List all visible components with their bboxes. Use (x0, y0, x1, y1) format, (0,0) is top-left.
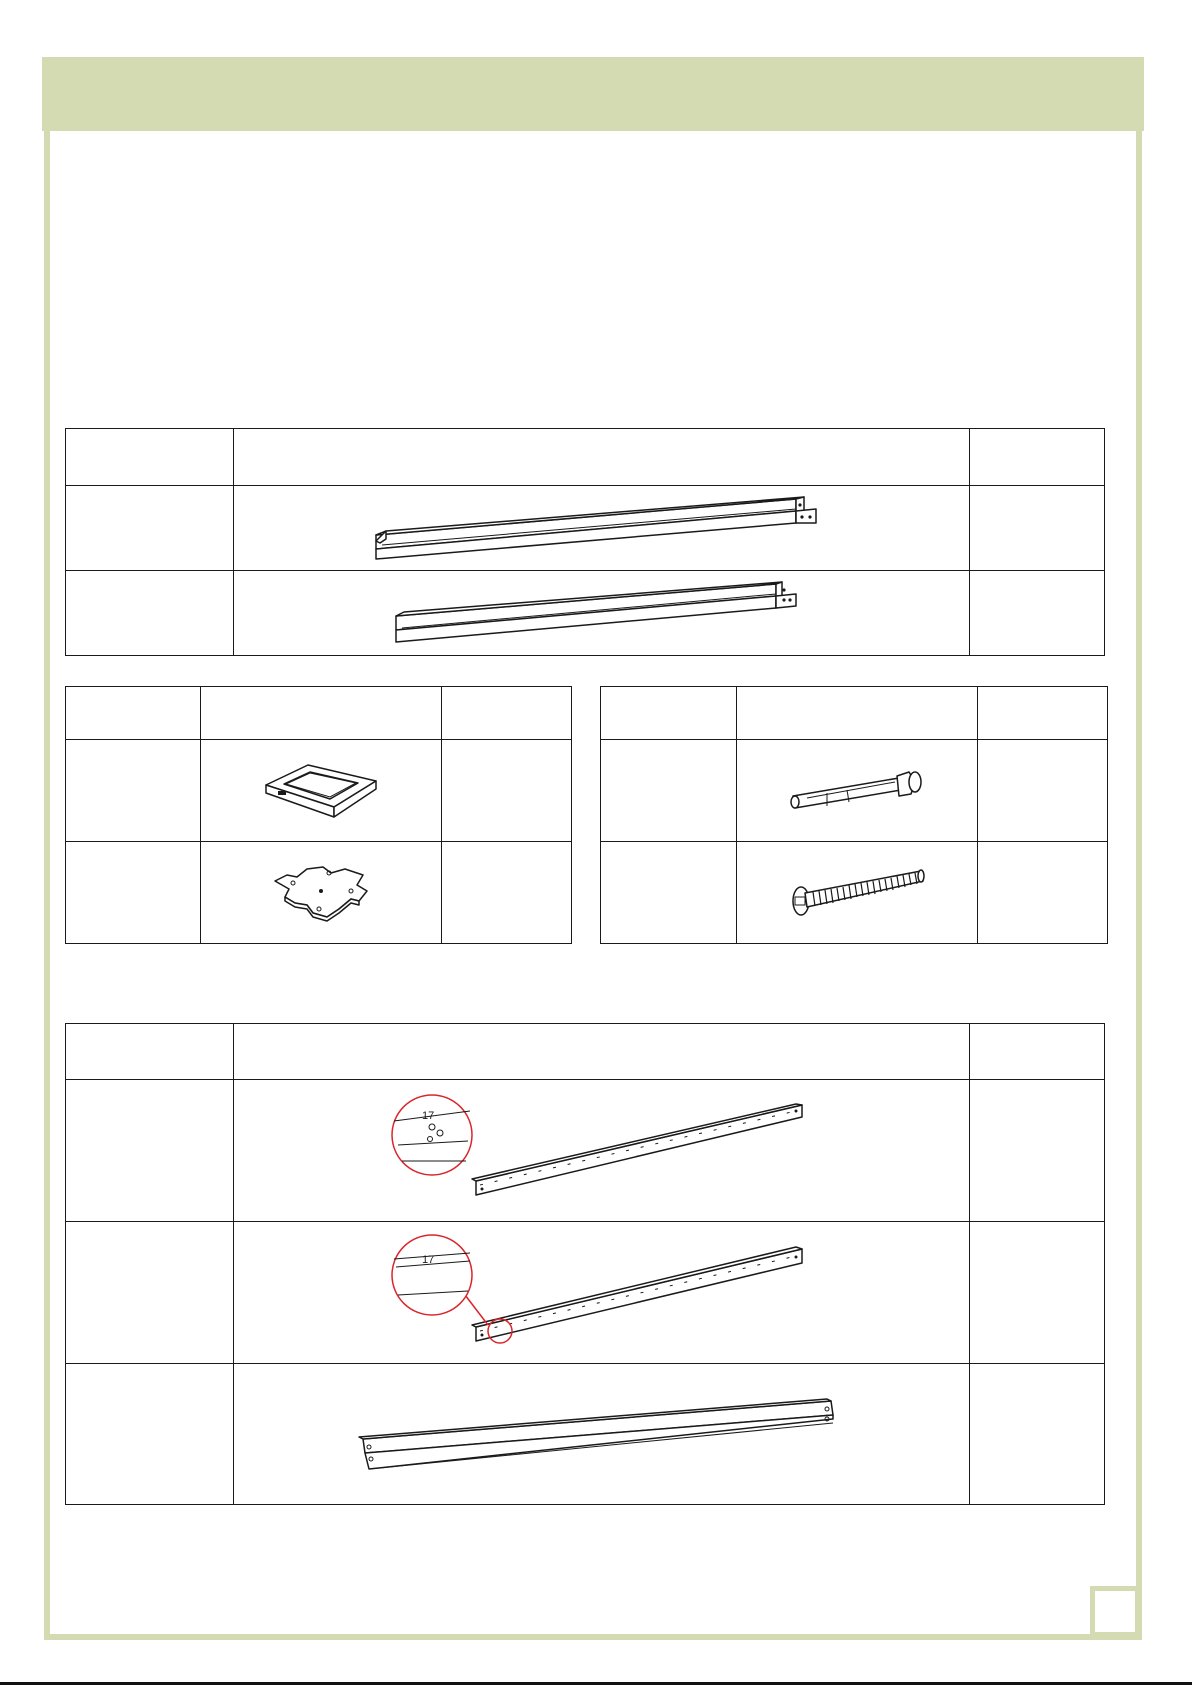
part-qty-cell (978, 740, 1108, 842)
header-cell-image (234, 429, 970, 486)
table-row (66, 842, 572, 944)
part-image-cell (234, 1080, 970, 1222)
part-image-cell (234, 1364, 970, 1505)
parts-table-posts (65, 428, 1105, 656)
part-image-cell (737, 740, 978, 842)
callout-number-label: 17 (421, 1109, 434, 1122)
part-code-cell (66, 571, 234, 656)
part-code-cell (66, 1080, 234, 1222)
table-row (66, 1222, 1105, 1364)
part-code-cell (601, 740, 737, 842)
part-qty-cell (970, 486, 1105, 571)
part-qty-cell (442, 740, 572, 842)
threaded-bolt-icon (787, 863, 927, 923)
table-row (66, 740, 572, 842)
part-code-cell (66, 1222, 234, 1364)
header-cell-image (201, 687, 442, 740)
long-channel-post-with-bracket-icon (372, 493, 832, 563)
cross-base-plate-icon (271, 861, 371, 925)
parts-table-rails (65, 1023, 1105, 1505)
table-row (66, 486, 1105, 571)
page-number-box (1090, 1586, 1140, 1637)
angle-rail-icon (357, 1389, 847, 1479)
part-qty-cell (970, 1080, 1105, 1222)
part-code-cell (66, 842, 201, 944)
header-cell-code (66, 1024, 234, 1080)
part-code-cell (66, 740, 201, 842)
part-code-cell (601, 842, 737, 944)
part-code-cell (66, 1364, 234, 1505)
channel-post-with-bracket-icon (392, 578, 812, 648)
part-qty-cell (970, 1222, 1105, 1364)
detail-callout-circle (392, 1235, 472, 1315)
table-row (66, 571, 1105, 656)
part-qty-cell (978, 842, 1108, 944)
header-cell-code (66, 429, 234, 486)
part-qty-cell (970, 571, 1105, 656)
part-image-cell (234, 486, 970, 571)
header-cell-code (66, 687, 201, 740)
header-cell-image (234, 1024, 970, 1080)
numbered-rail-icon (392, 1233, 812, 1353)
header-cell-qty (970, 429, 1105, 486)
table-row (601, 842, 1108, 944)
anchor-bolt-icon (787, 766, 927, 816)
header-cell-code (601, 687, 737, 740)
table-header-row (66, 687, 572, 740)
parts-table-base (65, 686, 572, 944)
header-cell-qty (442, 687, 572, 740)
table-header-row (66, 1024, 1105, 1080)
table-row (66, 1080, 1105, 1222)
part-qty-cell (442, 842, 572, 944)
table-header-row (601, 687, 1108, 740)
numbered-rail-icon (392, 1091, 812, 1211)
header-cell-image (737, 687, 978, 740)
header-cell-qty (978, 687, 1108, 740)
parts-table-bolts (600, 686, 1108, 944)
header-cell-qty (970, 1024, 1105, 1080)
table-row (66, 1364, 1105, 1505)
part-image-cell (234, 1222, 970, 1364)
part-image-cell (234, 571, 970, 656)
table-header-row (66, 429, 1105, 486)
part-code-cell (66, 486, 234, 571)
table-row (601, 740, 1108, 842)
part-image-cell (737, 842, 978, 944)
square-base-cap-icon (262, 759, 380, 823)
detail-callout-circle (392, 1095, 472, 1175)
callout-number-label: 17 (421, 1253, 434, 1266)
part-image-cell (201, 740, 442, 842)
part-image-cell (201, 842, 442, 944)
part-qty-cell (970, 1364, 1105, 1505)
